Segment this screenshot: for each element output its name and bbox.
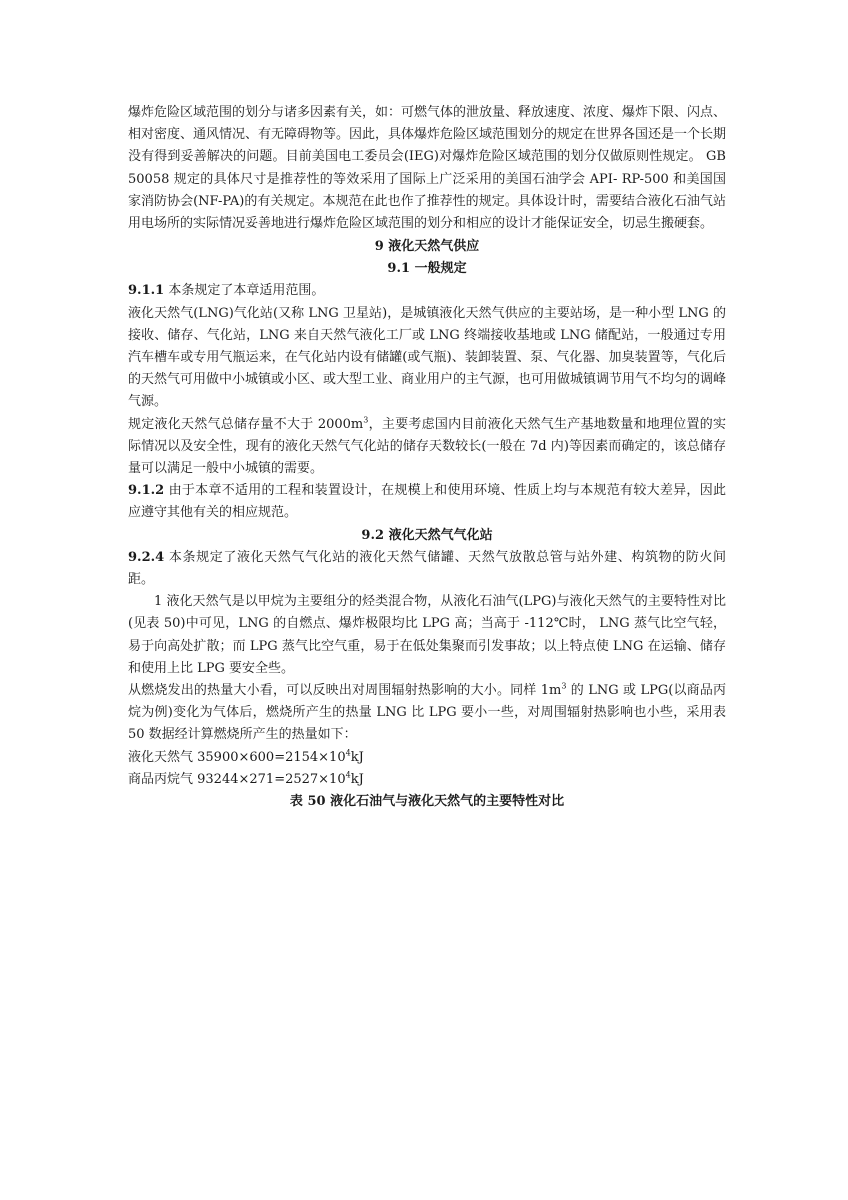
calc-propane-line [128, 769, 726, 791]
clause-9-1-1 [128, 280, 726, 302]
storage-text-a: 规定液化天然气总储存量不大于 2000m [128, 416, 364, 432]
clause-text: 本条规定了液化天然气气化站的液化天然气储罐、天然气放散总管与站外建、构筑物的防火间距。 [128, 549, 726, 588]
superscript: 4 [345, 748, 351, 758]
calc-propane-unit: kJ [350, 771, 364, 787]
section-heading-9-2: 9.2 液化天然气气化站 [361, 527, 493, 543]
paragraph-explosion-zone: 爆炸危险区域范围的划分与诸多因素有关，如：可燃气体的泄放量、释放速度、浓度、爆炸下限、闪点、相对密度、通风情况、有无障碍物等。因此，具体爆炸危险区域范围划分的规定在世界各国还是一个长期没有得到妥善解决的问题。目前美国电工委员会(IEG)对爆炸危险区域范围的划分仅做原则性规定。 GB 50058 规定的具体尺寸是推荐性的等效采用了国际上广泛采用的美国石油学会 API- RP-500 和美国国家消防协会(NF-PA)的有关规定。本规范在此也作了推荐性的规定。具体设计时，需要结合液化石油气站用电场所的实际情况妥善地进行爆炸危险区域范围的划分和相应的设计才能保证安全，切忌生搬硬套。 [128, 105, 727, 232]
calc-lng-text: 液化天然气 35900×600=2154×10 [128, 749, 346, 765]
calc-lng-line [128, 747, 726, 769]
clause-text: 本条规定了本章适用范围。 [164, 283, 325, 299]
heat-text-b: 的 LNG 或 LPG(以商品丙烷为例)变化为气体后，燃烧所产生的热量 LNG 比 LPG 要小一些，对周围辐射热影响也小些，采用表 50 数据经计算燃烧所产生的热量如下： [128, 683, 726, 743]
clause-number: 9.1.2 [128, 483, 165, 499]
clause-number: 9.2.4 [128, 549, 165, 565]
calc-lng-unit: kJ [350, 749, 364, 765]
section-heading-9-1: 9.1 一般规定 [387, 261, 467, 277]
paragraph-storage-limit [128, 414, 726, 481]
calc-propane-text: 商品丙烷气 93244×271=2527×10 [128, 771, 346, 787]
storage-text-b: ，主要考虑国内目前液化天然气生产基地数量和地理位置的实际情况以及安全性，现有的液化天然气气化站的储存天数较长(一般在 7d 内)等因素而确定的，该总储存量可以满足一般中小城镇的需要。 [128, 416, 726, 477]
clause-number: 9.1.1 [128, 283, 165, 299]
heat-text-a: 从燃烧发出的热量大小看，可以反映出对周围辐射热影响的大小。同样 1m [128, 683, 562, 699]
chapter-heading: 9 液化天然气供应 [374, 239, 480, 254]
paragraph-heat-comparison [128, 680, 726, 747]
superscript: 3 [561, 681, 567, 691]
paragraph-lng-station: 液化天然气(LNG)气化站(又称 LNG 卫星站)，是城镇液化天然气供应的主要站场，是一种小型 LNG 的接收、储存、气化站，LNG 来自天然气液化工厂或 LNG 终端接收基地或 LNG 储配站，一般通过专用汽车槽车或专用气瓶运来，在气化站内设有储罐(或气瓶)、装卸装置、泵、气化器、加臭装置等，气化后的天然气可用做中小城镇或小区、或大型工业、商业用户的主气源，也可用做城镇调节用气不均匀的调峰气源。 [128, 305, 727, 410]
superscript: 3 [363, 415, 369, 425]
clause-9-2-4 [128, 547, 726, 591]
chapter-9-block [128, 236, 726, 813]
superscript: 4 [345, 770, 351, 780]
clause-9-1-2 [128, 480, 726, 524]
table-caption: 表 50 液化石油气与液化天然气的主要特性对比 [289, 794, 565, 810]
clause-text: 由于本章不适用的工程和装置设计，在规模上和使用环境、性质上均与本规范有较大差异，因此应遵守其他有关的相应规范。 [128, 483, 726, 521]
intro-paragraph [128, 102, 726, 235]
item-1-paragraph: 1 液化天然气是以甲烷为主要组分的烃类混合物，从液化石油气(LPG)与液化天然气的主要特性对比(见表 50)中可见，LNG 的自燃点、爆炸极限均比 LPG 高；当高于 -112℃时， LNG 蒸气比空气轻，易于向高处扩散；而 LPG 蒸气比空气重，易于在低处集聚而引发事故；以上特点使 LNG 在运输、储存和使用上比 LPG 要安全些。 [128, 594, 726, 676]
